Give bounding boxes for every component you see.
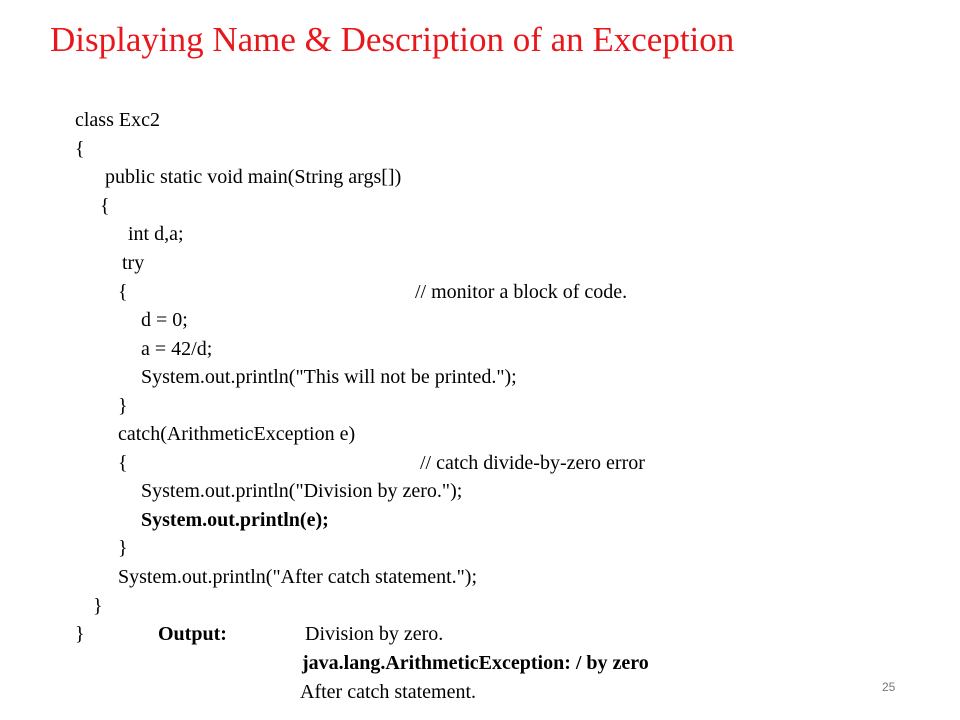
code-comment: // monitor a block of code. bbox=[415, 281, 628, 303]
output-line: After catch statement. bbox=[300, 681, 477, 703]
code-line: catch(ArithmeticException e) bbox=[118, 423, 356, 445]
code-line: try bbox=[122, 252, 145, 274]
code-line: } bbox=[93, 595, 103, 617]
code-line: System.out.println("Division by zero."); bbox=[141, 480, 463, 502]
output-line-bold: java.lang.ArithmeticException: / by zero bbox=[302, 652, 649, 674]
code-line: { bbox=[75, 138, 85, 160]
code-line: { bbox=[100, 195, 110, 217]
code-comment: // catch divide-by-zero error bbox=[420, 452, 645, 474]
code-line: a = 42/d; bbox=[141, 338, 213, 360]
code-line: public static void main(String args[]) bbox=[105, 166, 402, 188]
code-line-highlighted: System.out.println(e); bbox=[141, 509, 329, 531]
output-line: Division by zero. bbox=[305, 623, 444, 645]
code-line: { bbox=[118, 452, 128, 474]
code-line: System.out.println("After catch statement."); bbox=[118, 566, 478, 588]
code-line: d = 0; bbox=[141, 309, 188, 331]
slide-title: Displaying Name & Description of an Exception bbox=[50, 20, 735, 59]
code-line: } bbox=[118, 395, 128, 417]
output-label: Output: bbox=[158, 623, 227, 645]
code-line: { bbox=[118, 281, 128, 303]
page-number: 25 bbox=[882, 680, 896, 694]
code-line: System.out.println("This will not be printed."); bbox=[141, 366, 517, 388]
code-line: class Exc2 bbox=[75, 109, 160, 131]
code-line: } bbox=[75, 623, 85, 645]
code-line: } bbox=[118, 537, 128, 559]
code-line: int d,a; bbox=[128, 223, 184, 245]
